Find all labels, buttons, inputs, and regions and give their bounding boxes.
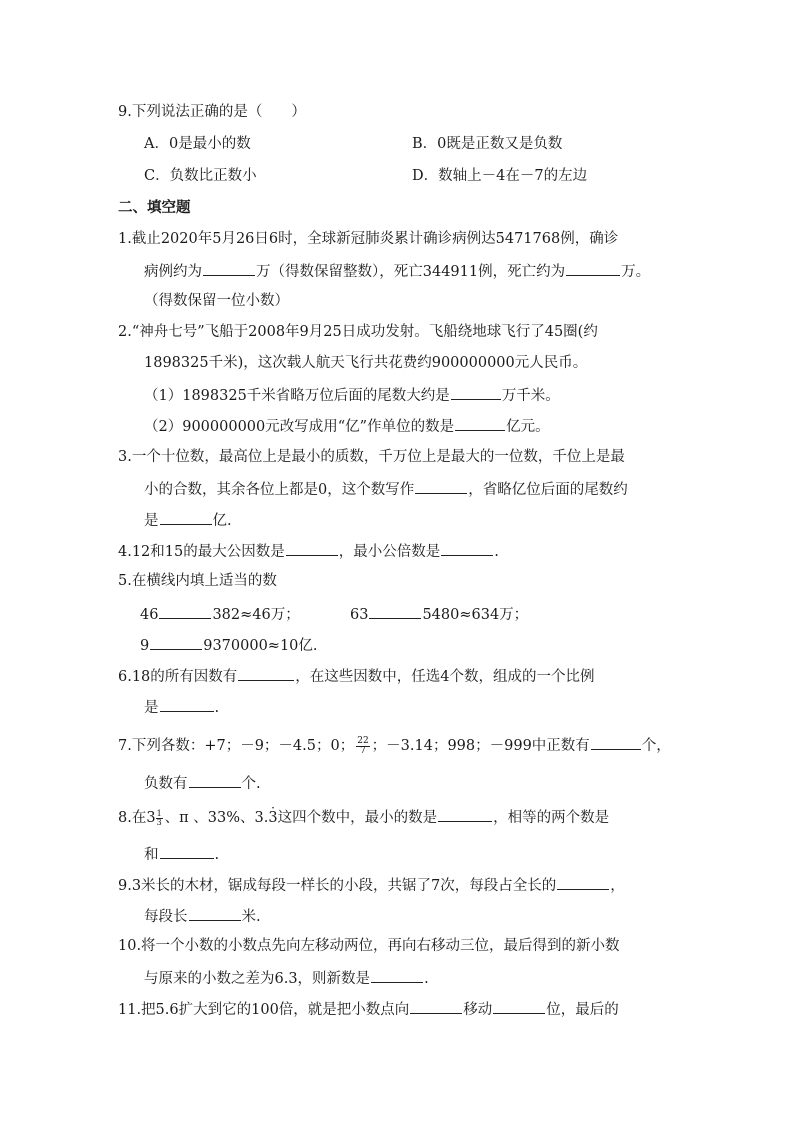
- mixed-number: [146, 808, 164, 828]
- q11-text-b: 移动: [463, 1002, 493, 1018]
- q7-text-c: 个，: [641, 738, 671, 754]
- answer-blank[interactable]: [160, 696, 214, 712]
- q9-fill-text-b: ，: [610, 878, 625, 894]
- q3-text-b: ，省略亿位后面的尾数约: [468, 482, 628, 498]
- q6-text-c: 是: [144, 700, 159, 716]
- q5-item2: [350, 603, 528, 625]
- answer-blank[interactable]: [438, 806, 492, 822]
- q7-text-d: 负数有: [144, 776, 188, 792]
- q7-text-e: 个.: [241, 776, 261, 792]
- fraction-denominator: 3: [156, 817, 162, 827]
- q10-text-a: 与原来的小数之差为6.3，则新数是: [144, 971, 371, 987]
- q9-option-c: C．负数比正数小: [144, 168, 257, 184]
- q1-text-b: 万（得数保留整数），死亡344911例，死亡约为: [256, 264, 566, 280]
- q7-line2: [144, 772, 261, 794]
- answer-blank[interactable]: [160, 843, 214, 859]
- q8-text-a: 8.在: [118, 810, 147, 826]
- answer-blank[interactable]: [415, 478, 467, 494]
- q4-line: [118, 540, 499, 562]
- q5-item3-a: 9: [140, 638, 150, 654]
- q2-sub2-text-b: 亿元。: [506, 419, 550, 435]
- q2-sub1: [144, 384, 560, 406]
- q9-option-b: B．0既是正数又是负数: [412, 136, 563, 152]
- q9-fill-line1: [118, 874, 625, 896]
- answer-blank[interactable]: [493, 998, 545, 1014]
- q8-text-f: .: [214, 847, 220, 863]
- q10-line1: 10.将一个小数的小数点先向左移动两位，再向右移动三位，最后得到的新小数: [118, 938, 620, 954]
- q8-text-d: ，相等的两个数是: [493, 810, 610, 826]
- q8-text-b: 、π 、33%、3.: [164, 810, 269, 826]
- fraction-denominator: 7: [360, 745, 366, 756]
- q5-line1: 5.在横线内填上适当的数: [118, 573, 277, 589]
- answer-blank[interactable]: [203, 260, 255, 276]
- q8-line2: [144, 843, 219, 865]
- q2-line2: 1898325千米)，这次载人航天飞行共花费约900000000元人民币。: [144, 355, 588, 371]
- q3-line3: [144, 509, 232, 531]
- q3-text-a: 小的合数，其余各位上都是0，这个数写作: [144, 482, 415, 498]
- q6-text-b: ，在这些因数中，任选4个数，组成的一个比例: [295, 669, 595, 685]
- q6-text-a: 6.18的所有因数有: [118, 669, 238, 685]
- q1-text-a: 病例约为: [144, 264, 202, 280]
- q9-option-a: A．0是最小的数: [144, 136, 251, 152]
- answer-blank[interactable]: [371, 967, 423, 983]
- section-title: 二、填空题: [118, 199, 191, 216]
- q1-line3: （得数保留一位小数）: [144, 293, 289, 309]
- answer-blank[interactable]: [160, 509, 212, 525]
- answer-blank[interactable]: [150, 634, 202, 650]
- q9-choice-stem: 9.下列说法正确的是（ ）: [118, 104, 306, 120]
- q7-text-a: 7.下列各数：+7；－9；－4.5；0；: [118, 738, 355, 754]
- q4-text-a: 4.12和15的最大公因数是: [118, 544, 285, 560]
- fraction-numerator: 22: [357, 735, 369, 746]
- answer-blank[interactable]: [189, 905, 241, 921]
- answer-blank[interactable]: [451, 384, 501, 400]
- q5-item1: [140, 603, 300, 625]
- q3-line2: [144, 478, 628, 500]
- q8-line1: [118, 806, 609, 828]
- repeating-digit: · 3: [268, 808, 277, 828]
- q7-text-b: ；－3.14；998；－999中正数有: [371, 738, 590, 754]
- answer-blank[interactable]: [591, 734, 641, 750]
- answer-blank[interactable]: [566, 260, 620, 276]
- answer-blank[interactable]: [238, 665, 294, 681]
- q5-item2-b: 5480≈634万；: [422, 607, 529, 623]
- answer-blank[interactable]: [441, 540, 493, 556]
- q10-text-b: .: [424, 971, 429, 987]
- q5-item2-a: 63: [350, 607, 369, 623]
- fraction-22-7: [356, 737, 369, 756]
- q9-fill-text-c: 每段长: [144, 909, 188, 925]
- q5-item1-a: 46: [140, 607, 159, 623]
- q11-line1: [118, 998, 619, 1020]
- q1-text-c: 万。: [621, 264, 651, 280]
- q10-line2: [144, 967, 429, 989]
- mixed-fraction: [156, 810, 163, 827]
- q4-text-b: ，最小公倍数是: [338, 544, 441, 560]
- q8-text-e: 和: [144, 847, 159, 863]
- q1-line2: [144, 260, 650, 282]
- q4-text-c: .: [494, 544, 499, 560]
- q6-line1: [118, 665, 595, 687]
- q9-fill-text-d: 米.: [241, 909, 261, 925]
- q1-line1: 1.截止2020年5月26日6时，全球新冠肺炎累计确诊病例达5471768例，确诊: [118, 231, 619, 247]
- q2-sub1-text-a: （1）1898325千米省略万位后面的尾数大约是: [144, 388, 450, 404]
- answer-blank[interactable]: [410, 998, 462, 1014]
- answer-blank[interactable]: [159, 603, 211, 619]
- q5-item3-b: 9370000≈10亿.: [203, 638, 318, 654]
- answer-blank[interactable]: [455, 415, 505, 431]
- q9-option-d: D．数轴上－4在－7的左边: [412, 168, 588, 184]
- answer-blank[interactable]: [557, 874, 609, 890]
- mixed-whole: 3: [146, 810, 156, 826]
- q2-line1: 2.“神舟七号”飞船于2008年9月25日成功发射。飞船绕地球飞行了45圈(约: [118, 324, 598, 340]
- answer-blank[interactable]: [189, 772, 241, 788]
- answer-blank[interactable]: [369, 603, 421, 619]
- q6-line2: [144, 696, 219, 718]
- fraction-numerator: 1: [156, 808, 162, 818]
- q3-line1: 3.一个十位数，最高位上是最小的质数，千万位上是最大的一位数，千位上是最: [118, 449, 625, 465]
- q8-text-c: 这四个数中，最小的数是: [277, 810, 438, 826]
- q2-sub2-text-a: （2）900000000元改写成用“亿”作单位的数是: [144, 419, 455, 435]
- q6-text-d: .: [214, 700, 220, 716]
- q3-text-c: 是: [144, 513, 159, 529]
- q11-text-c: 位，最后的: [546, 1002, 619, 1018]
- q5-item3: [140, 634, 318, 656]
- q7-line1: [118, 734, 671, 756]
- answer-blank[interactable]: [286, 540, 338, 556]
- q5-item1-b: 382≈46万；: [212, 607, 300, 623]
- q9-fill-text-a: 9.3米长的木材，锯成每段一样长的小段，共锯了7次，每段占全长的: [118, 878, 557, 894]
- q2-sub2: [144, 415, 550, 437]
- q9-fill-line2: [144, 905, 261, 927]
- q11-text-a: 11.把5.6扩大到它的100倍，就是把小数点向: [118, 1002, 410, 1018]
- q3-text-d: 亿.: [212, 513, 232, 529]
- q2-sub1-text-b: 万千米。: [501, 388, 560, 404]
